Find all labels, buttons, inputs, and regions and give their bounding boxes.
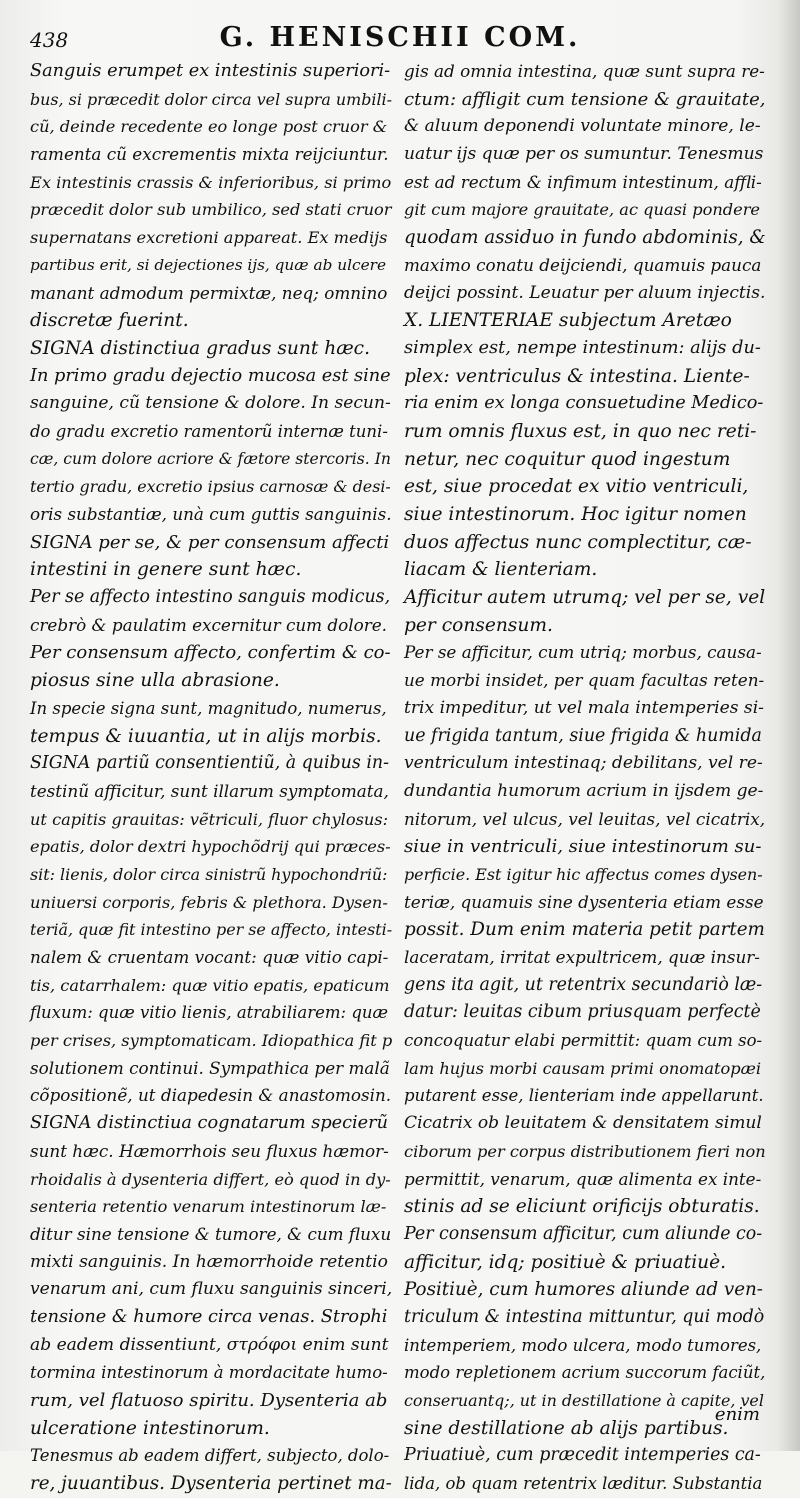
text-line: datur: leuitas cibum priusquam perfectè xyxy=(404,1002,761,1023)
text-line: Afficitur autem utrumq; vel per se, vel xyxy=(404,587,766,609)
text-line: discretæ fuerint. xyxy=(30,310,189,332)
text-line: cæ, cum dolore acriore & fætore stercoris. In xyxy=(30,449,391,468)
text-line: siue intestinorum. Hoc igitur nomen xyxy=(404,504,747,525)
text-line: rhoidalis à dysenteria differt, eò quod in dy- xyxy=(30,1169,391,1189)
right-text-column xyxy=(404,58,766,1498)
text-line: possit. Dum enim materia petit partem xyxy=(404,919,765,941)
text-line: X. LIENTERIAE subjectum Aretæo xyxy=(404,310,732,332)
text-line: manant admodum permixtæ, neq; omnino xyxy=(30,282,388,303)
text-line: deijci possint. Leuatur per aluum injectis. xyxy=(404,282,766,303)
text-line: sunt hæc. Hæmorrhois seu fluxus hæmor- xyxy=(30,1140,389,1161)
text-line: SIGNA distinctiua gradus sunt hæc. xyxy=(30,337,370,359)
text-line: siue in ventriculi, siue intestinorum su- xyxy=(404,836,762,858)
text-line: triculum & intestina mittuntur, qui modò xyxy=(404,1306,765,1327)
text-line: solutionem continui. Sympathica per malã xyxy=(30,1057,390,1078)
text-line: intemperiem, modo ulcera, modo tumores, xyxy=(404,1335,762,1355)
text-line: partibus erit, si dejectiones ijs, quæ ab ulcere xyxy=(30,255,387,274)
text-line: epatis, dolor dextri hypochõdrij qui præces- xyxy=(30,837,391,857)
text-line: sit: lienis, dolor circa sinistrũ hypochondriũ: xyxy=(30,864,388,884)
text-line: re, juuantibus. Dysenteria pertinet ma- xyxy=(30,1473,392,1495)
text-line: concoquatur elabi permittit: quam cum so- xyxy=(404,1031,763,1051)
text-line: duos affectus nunc complectitur, cæ- xyxy=(404,531,752,553)
text-line: ue morbi insidet, per quam facultas reten- xyxy=(404,670,765,691)
text-line: & aluum deponendi voluntate minore, le- xyxy=(404,116,761,137)
text-line: bus, si præcedit dolor circa vel supra umbili- xyxy=(30,89,392,109)
text-line: fluxum: quæ vitio lienis, atrabiliarem: quæ xyxy=(30,1003,389,1023)
text-line: per consensum. xyxy=(404,614,553,636)
text-line: rum omnis fluxus est, in quo nec reti- xyxy=(404,420,757,442)
text-line: putarent esse, lienteriam inde appellarunt. xyxy=(404,1086,764,1106)
text-line: mixti sanguinis. In hæmorrhoide retentio xyxy=(30,1251,388,1272)
text-line: SIGNA partiũ consentientiũ, à quibus in- xyxy=(30,753,389,774)
text-line: liacam & lienteriam. xyxy=(404,559,598,581)
text-line: cũ, deinde recedente eo longe post cruor & xyxy=(30,117,388,137)
text-line: supernatans excretioni appareat. Ex medijs xyxy=(30,228,388,248)
text-line: ventriculum intestinaq; debilitans, vel re- xyxy=(404,753,763,774)
text-line: Tenesmus ab eadem differt, subjecto, dolo- xyxy=(30,1446,390,1466)
text-line: ue frigida tantum, siue frigida & humida xyxy=(404,725,762,746)
text-line: ab eadem dissentiunt, στρόφοι enim sunt xyxy=(30,1334,389,1355)
text-line: ramenta cũ excrementis mixta reijciuntur. xyxy=(30,144,389,165)
text-line: teriæ, quamuis sine dysenteria etiam esse xyxy=(404,891,764,912)
text-line: sine destillatione ab alijs partibus. xyxy=(404,1417,729,1439)
text-line: est ad rectum & infimum intestinum, affli- xyxy=(404,171,762,192)
text-line: maximo conatu deijciendi, quamuis pauca xyxy=(404,254,762,275)
page-number: 438 xyxy=(30,28,69,52)
text-line: lida, ob quam retentrix læditur. Substantia xyxy=(404,1474,763,1494)
text-line: In specie signa sunt, magnitudo, numerus, xyxy=(30,698,387,718)
text-line: intestini in genere sunt hæc. xyxy=(30,559,302,581)
text-line: afficitur, idq; positiuè & priuatiuè. xyxy=(404,1251,727,1273)
text-line: Cicatrix ob leuitatem & densitatem simul xyxy=(404,1113,762,1134)
text-line: crebrò & paulatim excernitur cum dolore. xyxy=(30,614,387,635)
text-line: venarum ani, cum fluxu sanguinis sinceri, xyxy=(30,1279,393,1300)
text-line: piosus sine ulla abrasione. xyxy=(30,670,280,692)
text-line: conseruantq;, ut in destillatione à capite, vel xyxy=(404,1391,764,1410)
text-line: Per se affecto intestino sanguis modicus, xyxy=(30,587,391,608)
text-line: plex: ventriculus & intestina. Liente- xyxy=(404,365,750,387)
text-line: oris substantiæ, unà cum guttis sanguinis. xyxy=(30,504,392,524)
running-head: G. HENISCHII COM. xyxy=(219,22,581,53)
text-line: simplex est, nempe intestinum: alijs du- xyxy=(404,337,761,358)
text-line: In primo gradu dejectio mucosa est sine xyxy=(30,365,391,386)
text-line: netur, nec coquitur quod ingestum xyxy=(404,448,731,470)
text-line: dundantia humorum acrium in ijsdem ge- xyxy=(404,780,764,801)
text-line: laceratam, irritat expultricem, quæ insur- xyxy=(404,947,760,967)
text-line: SIGNA per se, & per consensum affecti xyxy=(30,531,390,553)
text-line: git cum majore grauitate, ac quasi pondere xyxy=(404,200,761,220)
text-line: SIGNA distinctiua cognatarum specierũ xyxy=(30,1113,388,1134)
text-line: uatur ijs quæ per os sumuntur. Tenesmus xyxy=(404,144,764,165)
text-line: tis, catarrhalem: quæ vitio epatis, epaticum xyxy=(30,975,390,995)
catchword: enim xyxy=(714,1404,760,1425)
text-line: sanguine, cũ tensione & dolore. In secun- xyxy=(30,393,391,414)
text-line: Per se afficitur, cum utriq; morbus, causa- xyxy=(404,642,762,663)
text-line: ctum: affligit cum tensione & grauitate, xyxy=(404,88,766,110)
text-line: tensione & humore circa venas. Strophi xyxy=(30,1306,388,1327)
text-line: Per consensum afficitur, cum aliunde co- xyxy=(404,1223,763,1244)
text-line: præcedit dolor sub umbilico, sed stati cruor xyxy=(30,200,392,220)
text-line: est, siue procedat ex vitio ventriculi, xyxy=(404,476,749,498)
text-line: trix impeditur, ut vel mala intemperies si- xyxy=(404,697,764,718)
text-line: Priuatiuè, cum præcedit intemperies ca- xyxy=(404,1445,761,1466)
text-line: senteria retentio venarum intestinorum læ- xyxy=(30,1197,387,1217)
text-line: per crises, symptomaticam. Idiopathica fit p xyxy=(30,1031,393,1051)
left-text-column xyxy=(30,58,392,1498)
text-line: uniuersi corporis, febris & plethora. Dysen- xyxy=(30,892,388,912)
page-header xyxy=(30,22,770,62)
text-line: do gradu excretio ramentorũ internæ tuni- xyxy=(30,421,388,441)
text-line: gis ad omnia intestina, quæ sunt supra re- xyxy=(404,61,765,81)
text-line: ciborum per corpus distributionem fieri non xyxy=(404,1141,766,1161)
text-line: cõpositionẽ, ut diapedesin & anastomosin. xyxy=(30,1085,392,1106)
text-line: tempus & iuuantia, ut in alijs morbis. xyxy=(30,725,382,747)
text-line: quodam assiduo in fundo abdominis, & xyxy=(404,227,766,249)
text-line: nitorum, vel ulcus, vel leuitas, vel cicatrix, xyxy=(404,808,766,829)
text-line: rum, vel flatuoso spiritu. Dysenteria ab xyxy=(30,1390,388,1411)
text-line: testinũ afficitur, sunt illarum symptomata, xyxy=(30,780,389,801)
text-line: tertio gradu, excretio ipsius carnosæ & desi- xyxy=(30,477,391,497)
text-line: Ex intestinis crassis & inferioribus, si primo xyxy=(30,172,392,192)
text-line: permittit, venarum, quæ alimenta ex inte- xyxy=(404,1168,762,1189)
text-line: tormina intestinorum à mordacitate humo- xyxy=(30,1363,388,1383)
text-line: Sanguis erumpet ex intestinis superiori- xyxy=(30,61,391,81)
text-line: Positiuè, cum humores aliunde ad ven- xyxy=(404,1279,763,1301)
text-line: ulceratione intestinorum. xyxy=(30,1417,270,1439)
text-line: perficie. Est igitur hic affectus comes dysen- xyxy=(404,864,763,884)
text-line: teriã, quæ fit intestino per se affecto, intesti- xyxy=(30,920,393,940)
text-line: lam hujus morbi causam primi onomatopæi xyxy=(404,1058,762,1078)
text-line: modo repletionem acrium succorum faciũt, xyxy=(404,1363,766,1383)
text-line: nalem & cruentam vocant: quæ vitio capi- xyxy=(30,947,389,967)
text-line: stinis ad se eliciunt orificijs obturatis. xyxy=(404,1196,760,1218)
text-line: ditur sine tensione & tumore, & cum fluxu xyxy=(30,1223,392,1244)
text-line: ut capitis grauitas: vẽtriculi, fluor chylosus: xyxy=(30,809,389,829)
text-line: Per consensum affecto, confertim & co- xyxy=(30,642,391,664)
page-edge-shadow xyxy=(778,0,800,1451)
text-line: ria enim ex longa consuetudine Medico- xyxy=(404,393,764,414)
text-line: gens ita agit, ut retentrix secundariò læ- xyxy=(404,974,763,995)
